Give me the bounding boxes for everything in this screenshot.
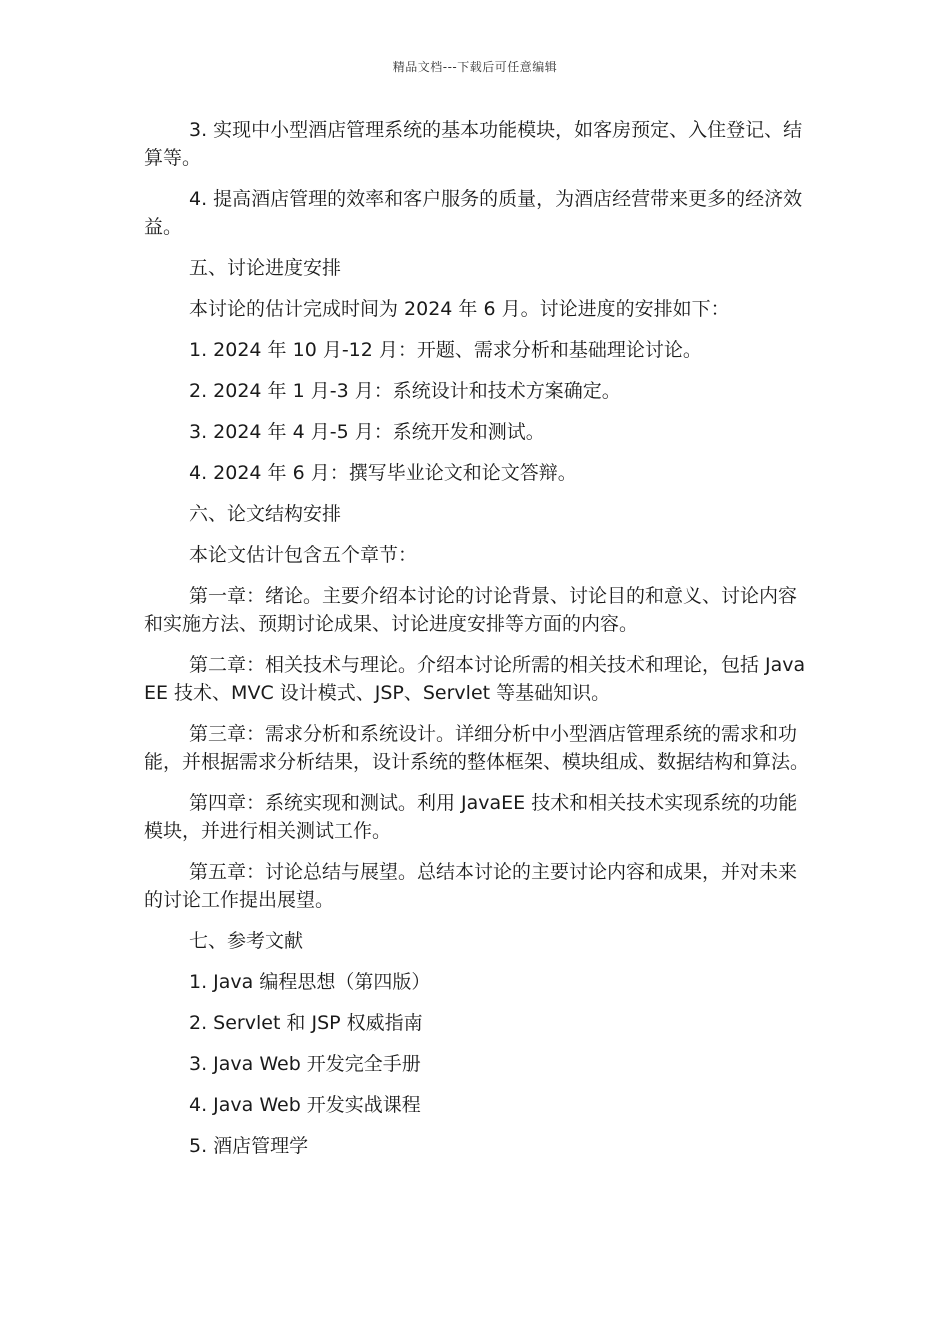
section-heading-schedule: 五、讨论进度安排 <box>189 257 342 279</box>
chapter-2-summary: 第二章：相关技术与理论。介绍本讨论所需的相关技术和理论，包括 JavaEE 技术、MVC 设计模式、JSP、Servlet 等基础知识。 <box>144 654 806 704</box>
reference-item-3: 3. Java Web 开发完全手册 <box>189 1053 421 1075</box>
objective-item-4: 4. 提高酒店管理的效率和客户服务的质量，为酒店经营带来更多的经济效益。 <box>144 188 803 238</box>
schedule-item-4: 4. 2024 年 6 月：撰写毕业论文和论文答辩。 <box>189 462 577 484</box>
structure-intro: 本论文估计包含五个章节： <box>189 544 418 566</box>
chapter-3-summary: 第三章：需求分析和系统设计。详细分析中小型酒店管理系统的需求和功能，并根据需求分析结果，设计系统的整体框架、模块组成、数据结构和算法。 <box>144 723 810 773</box>
objective-item-3: 3. 实现中小型酒店管理系统的基本功能模块，如客房预定、入住登记、结算等。 <box>144 119 803 169</box>
reference-item-4: 4. Java Web 开发实战课程 <box>189 1094 421 1116</box>
section-heading-structure: 六、论文结构安排 <box>189 503 342 525</box>
section-heading-references: 七、参考文献 <box>189 930 304 952</box>
chapter-5-summary: 第五章：讨论总结与展望。总结本讨论的主要讨论内容和成果，并对未来的讨论工作提出展望。 <box>144 861 798 911</box>
reference-item-5: 5. 酒店管理学 <box>189 1135 309 1157</box>
schedule-intro: 本讨论的估计完成时间为 2024 年 6 月。讨论进度的安排如下： <box>189 298 730 320</box>
reference-item-1: 1. Java 编程思想（第四版） <box>189 971 431 993</box>
chapter-4-summary: 第四章：系统实现和测试。利用 JavaEE 技术和相关技术实现系统的功能模块，并进行相关测试工作。 <box>144 792 798 842</box>
chapter-1-summary: 第一章：绪论。主要介绍本讨论的讨论背景、讨论目的和意义、讨论内容和实施方法、预期讨论成果、讨论进度安排等方面的内容。 <box>144 585 798 635</box>
schedule-item-2: 2. 2024 年 1 月-3 月：系统设计和技术方案确定。 <box>189 380 621 402</box>
schedule-item-3: 3. 2024 年 4 月-5 月：系统开发和测试。 <box>189 421 545 443</box>
reference-item-2: 2. Servlet 和 JSP 权威指南 <box>189 1012 423 1034</box>
document-body <box>144 116 812 1173</box>
page-header: 精品文档---下载后可任意编辑 <box>392 60 558 74</box>
schedule-item-1: 1. 2024 年 10 月-12 月：开题、需求分析和基础理论讨论。 <box>189 339 702 361</box>
